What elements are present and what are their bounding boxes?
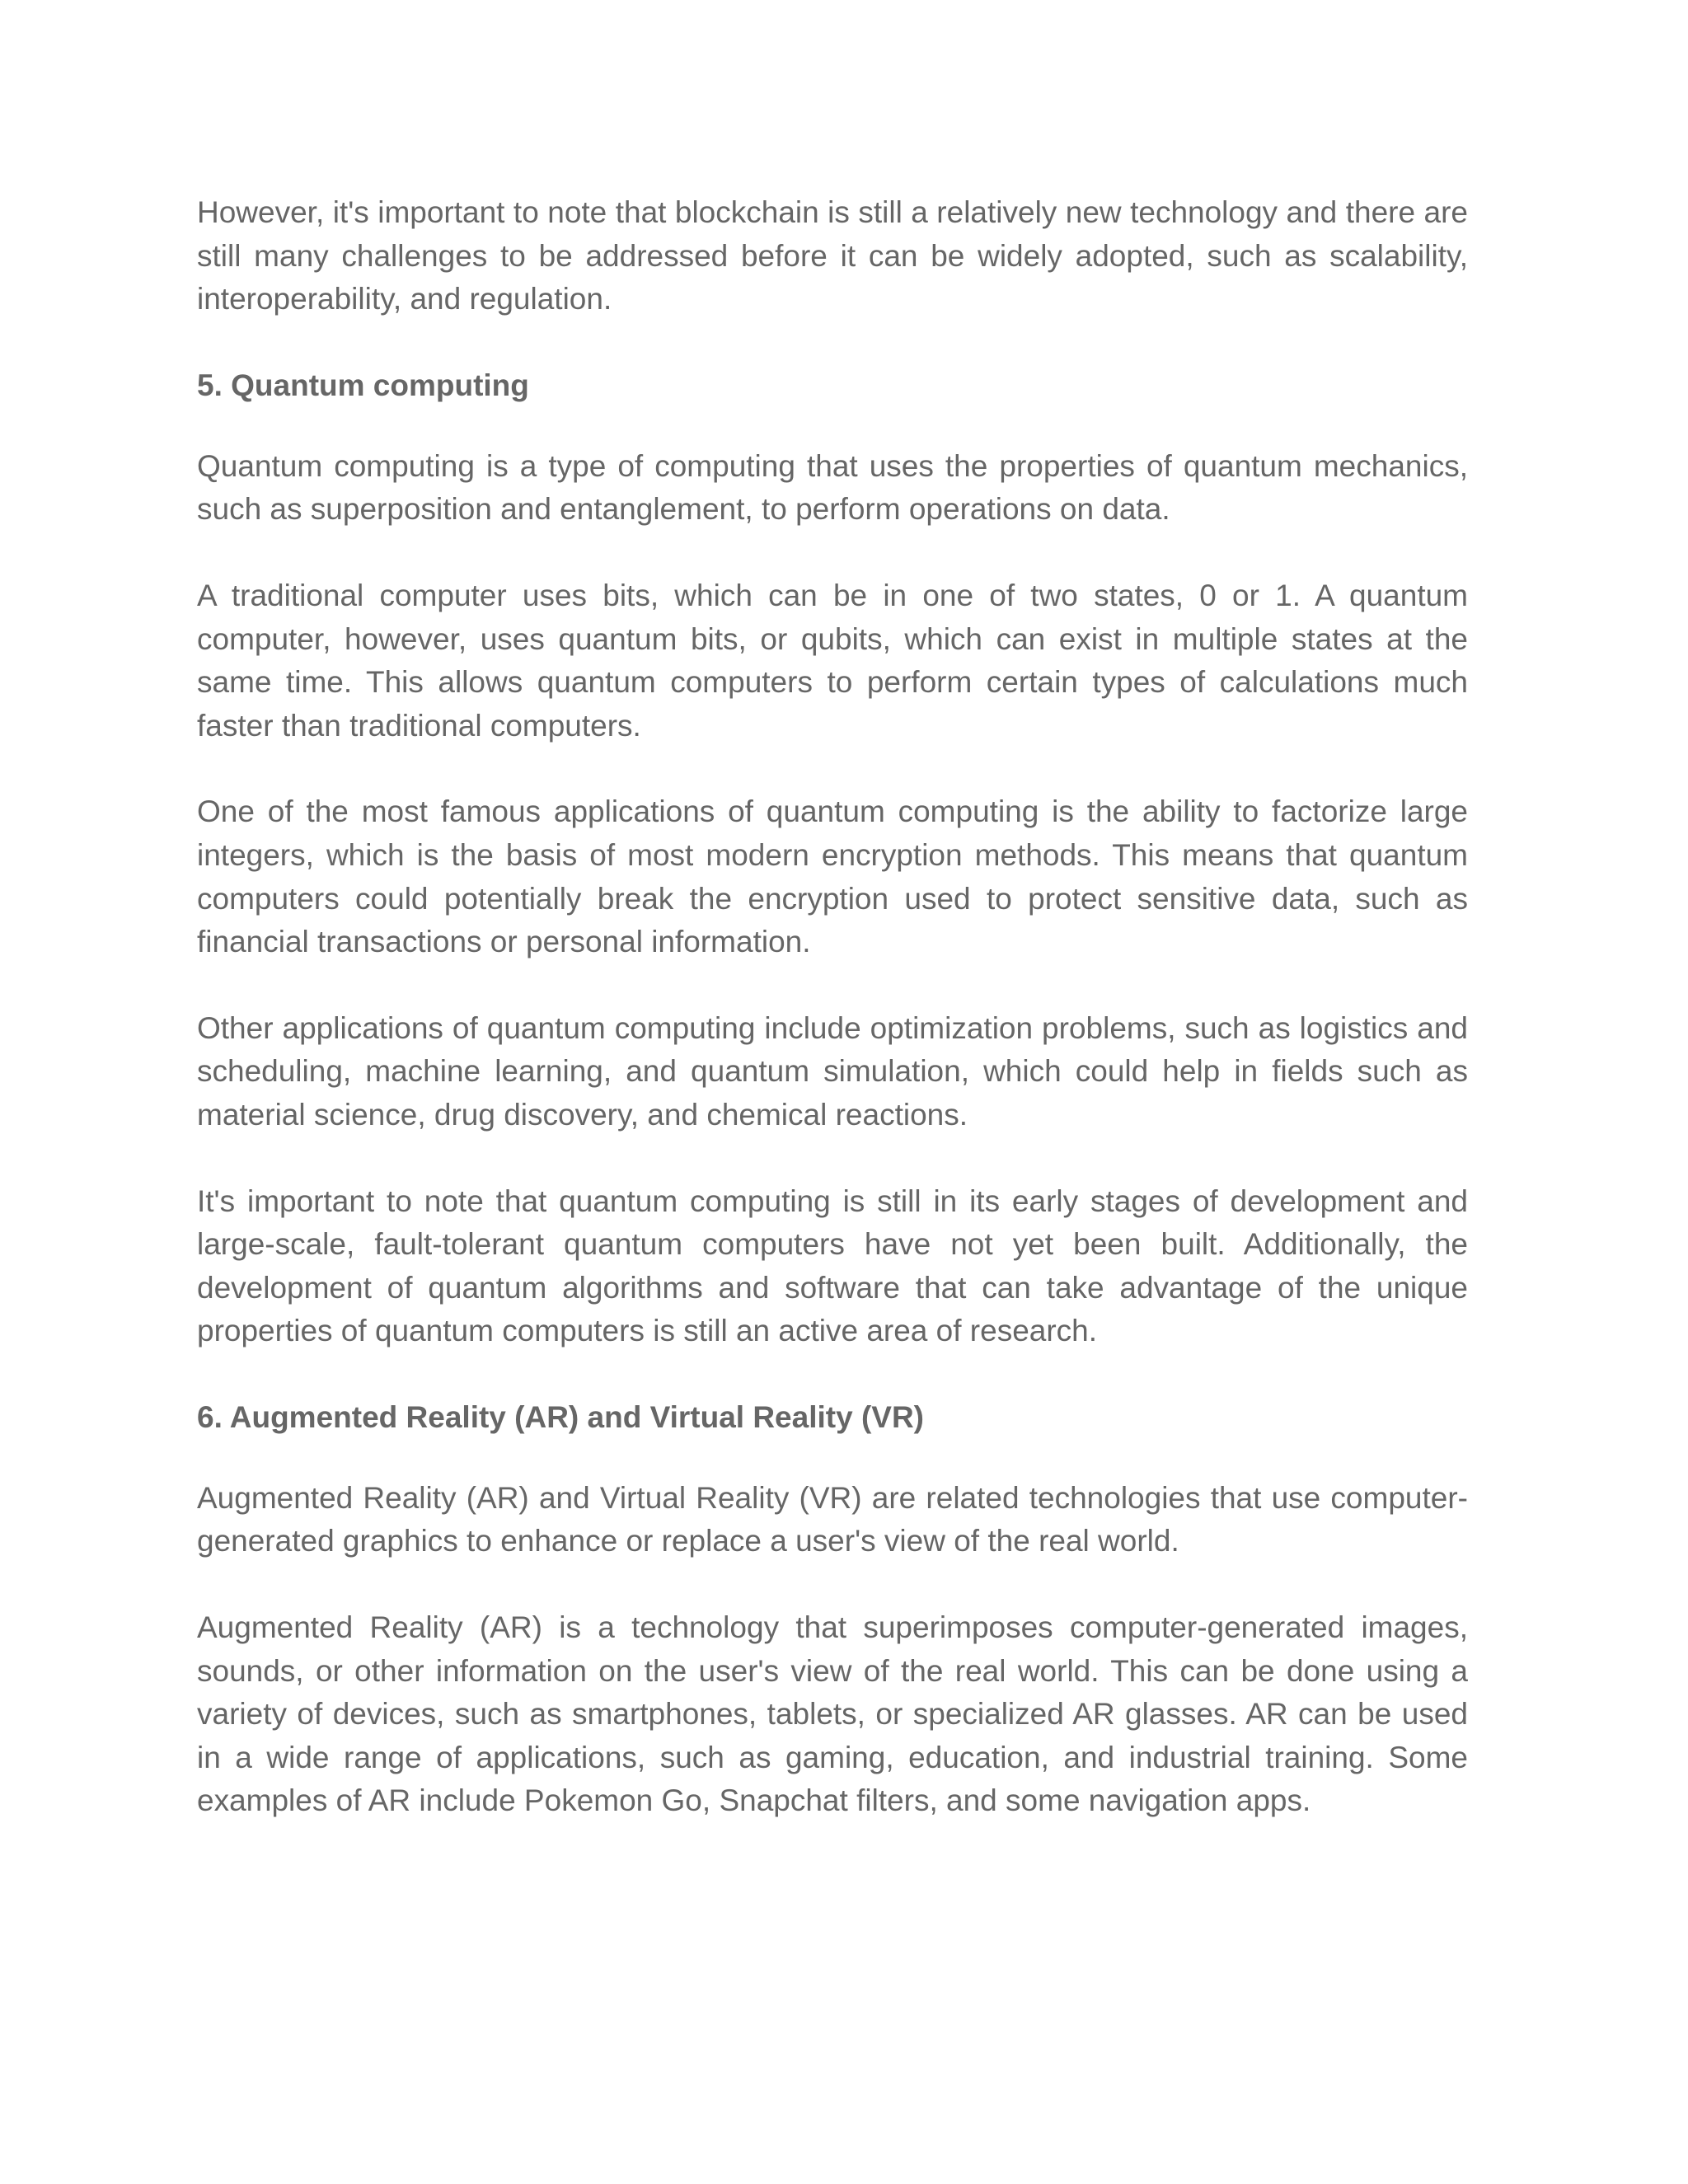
paragraph-blockchain-challenges: However, it's important to note that blockchain is still a relatively new technology and there are still many challenges to be addressed before it can be widely adopted, such as scalability, interoperability, and regulation. (197, 195, 1468, 316)
heading-ar-vr: 6. Augmented Reality (AR) and Virtual Reality (VR) (197, 1399, 924, 1434)
paragraph-qubits: A traditional computer uses bits, which can be in one of two states, 0 or 1. A quantum computer, however, uses quantum bits, or qubits, which can exist in multiple states at the same time. This allows quantum computers to perform certain types of calculations much faster than traditional computers. (197, 578, 1468, 743)
paragraph-quantum-definition: Quantum computing is a type of computing that uses the properties of quantum mechanics, such as superposition and entanglement, to perform operations on data. (197, 448, 1468, 527)
document-body (197, 191, 1468, 1866)
paragraph-factorization: One of the most famous applications of quantum computing is the ability to factorize large integers, which is the basis of most modern encryption methods. This means that quantum computers could potentially break the encryption used to protect sensitive data, such as financial transactions or personal information. (197, 794, 1468, 959)
heading-quantum-computing: 5. Quantum computing (197, 368, 529, 402)
paragraph-other-applications: Other applications of quantum computing include optimization problems, such as logistics and scheduling, machine learning, and quantum simulation, which could help in fields such as material science, drug discovery, and chemical reactions. (197, 1010, 1468, 1132)
paragraph-ar-definition: Augmented Reality (AR) is a technology that superimposes computer-generated images, sounds, or other information on the user's view of the real world. This can be done using a variety of devices, such as smartphones, tablets, or specialized AR glasses. AR can be used in a wide range of applications, such as gaming, education, and industrial training. Some examples of AR include Pokemon Go, Snapchat filters, and some navigation apps. (197, 1610, 1468, 1818)
paragraph-ar-vr-intro: Augmented Reality (AR) and Virtual Reality (VR) are related technologies that use computer-generated graphics to enhance or replace a user's view of the real world. (197, 1480, 1468, 1558)
paragraph-early-stages: It's important to note that quantum computing is still in its early stages of development and large-scale, fault-tolerant quantum computers have not yet been built. Additionally, the development of quantum algorithms and software that can take advantage of the unique properties of quantum computers is still an active area of research. (197, 1183, 1468, 1348)
